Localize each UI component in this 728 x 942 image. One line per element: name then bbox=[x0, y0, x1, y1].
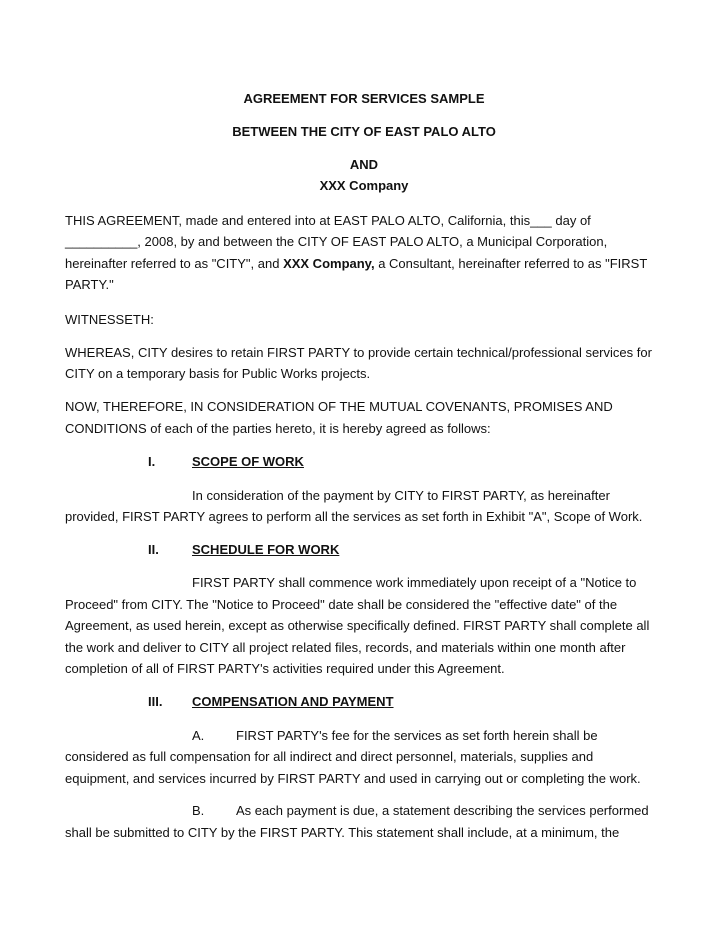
intro-line-4: PARTY." bbox=[65, 277, 114, 292]
section-2-numeral: II. bbox=[148, 542, 159, 557]
company-heading: XXX Company bbox=[319, 178, 409, 193]
subitem-b-line-1: As each payment is due, a statement describing the services performed bbox=[236, 803, 649, 818]
section-2-heading: SCHEDULE FOR WORK bbox=[192, 542, 340, 557]
section-1-line-1: In consideration of the payment by CITY to FIRST PARTY, as hereinafter bbox=[192, 488, 610, 503]
intro-line-3-pre: hereinafter referred to as "CITY", and bbox=[65, 256, 284, 271]
company-name-bold: XXX Company, bbox=[283, 256, 375, 271]
subitem-a-letter: A. bbox=[192, 728, 205, 743]
section-2-line-2: Proceed" from CITY. The "Notice to Proceed" date shall be considered the "effective date" of the bbox=[65, 597, 618, 612]
section-2-line-5: completion of all of FIRST PARTY's activities required under this Agreement. bbox=[65, 661, 505, 676]
section-3-numeral: III. bbox=[148, 694, 163, 709]
whereas-line-2: CITY on a temporary basis for Public Works projects. bbox=[65, 366, 371, 381]
whereas-line-1: WHEREAS, CITY desires to retain FIRST PARTY to provide certain technical/professional services for bbox=[65, 345, 652, 360]
section-2-line-1: FIRST PARTY shall commence work immediately upon receipt of a "Notice to bbox=[192, 575, 637, 590]
subitem-a-line-3: equipment, and services incurred by FIRST PARTY and used in carrying out or completing the work. bbox=[65, 771, 641, 786]
subitem-a-line-1: FIRST PARTY's fee for the services as set forth herein shall be bbox=[236, 728, 598, 743]
section-1-heading: SCOPE OF WORK bbox=[192, 454, 304, 469]
intro-line-3 bbox=[65, 256, 647, 272]
intro-line-3-post: a Consultant, hereinafter referred to as "FIRST bbox=[374, 256, 648, 271]
section-3-heading: COMPENSATION AND PAYMENT bbox=[192, 694, 394, 709]
subitem-b-line-2: shall be submitted to CITY by the FIRST PARTY. This statement shall include, at a minimum, the bbox=[65, 825, 620, 840]
section-2-line-4: the work and deliver to CITY all project related files, records, and materials within one month after bbox=[65, 640, 626, 655]
parties-heading: BETWEEN THE CITY OF EAST PALO ALTO bbox=[232, 124, 496, 139]
document-title: AGREEMENT FOR SERVICES SAMPLE bbox=[243, 91, 485, 106]
therefore-line-2: CONDITIONS of each of the parties hereto, it is hereby agreed as follows: bbox=[65, 421, 491, 436]
and-heading: AND bbox=[349, 157, 379, 172]
intro-line-2: __________, 2008, by and between the CITY OF EAST PALO ALTO, a Municipal Corporation, bbox=[65, 234, 608, 249]
section-1-line-2: provided, FIRST PARTY agrees to perform all the services as set forth in Exhibit "A", Scope of Work. bbox=[65, 509, 643, 524]
therefore-line-1: NOW, THEREFORE, IN CONSIDERATION OF THE MUTUAL COVENANTS, PROMISES AND bbox=[65, 399, 613, 414]
section-2-line-3: Agreement, as used herein, except as otherwise specifically defined. FIRST PARTY shall complete all bbox=[65, 618, 650, 633]
section-1-numeral: I. bbox=[148, 454, 156, 469]
intro-line-1: THIS AGREEMENT, made and entered into at EAST PALO ALTO, California, this___ day of bbox=[65, 213, 591, 228]
witnesseth-label: WITNESSETH: bbox=[65, 312, 154, 327]
subitem-b-letter: B. bbox=[192, 803, 205, 818]
subitem-a-line-2: considered as full compensation for all indirect and direct personnel, materials, supplies and bbox=[65, 749, 594, 764]
